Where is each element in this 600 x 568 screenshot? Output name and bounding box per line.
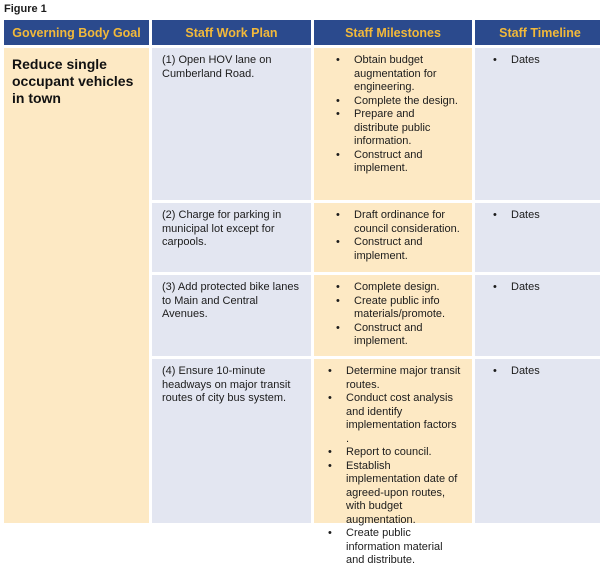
milestones-cell-1 [314,48,472,200]
goal-plan-table [4,20,596,566]
figure-label: Figure 1 [4,3,47,15]
milestone-item: • Construct and implement. [332,149,462,176]
timeline-cell-2 [475,203,600,272]
timeline-cell-4 [475,359,600,523]
goal-cell: Reduce single occupant vehicles in town [4,48,149,523]
timeline-item: • Dates [489,365,595,379]
milestone-item: • Determine major transit routes. [324,365,462,392]
header-governing-body-goal: Governing Body Goal [4,20,149,45]
header-staff-timeline: Staff Timeline [475,20,600,45]
milestone-item: • Draft ordinance for council consideration. [332,209,462,236]
timeline-item: • Dates [489,281,595,295]
milestone-item: • Create public information material and distribute. [324,527,462,568]
header-staff-milestones: Staff Milestones [314,20,472,45]
timeline-item: • Dates [489,54,595,68]
milestones-cell-4 [314,359,472,566]
milestone-list-3 [332,281,462,349]
plan-cell-3: (3) Add protected bike lanes to Main and Central Avenues. [152,275,311,356]
timeline-cell-1 [475,48,600,200]
milestone-item: • Create public info materials/promote. [332,295,462,322]
plan-cell-4: (4) Ensure 10-minute headways on major transit routes of city bus system. [152,359,311,523]
milestones-cell-2 [314,203,472,272]
milestone-list-1 [332,54,462,176]
milestone-item: • Prepare and distribute public information. [332,108,462,149]
plan-cell-2: (2) Charge for parking in municipal lot except for carpools. [152,203,311,272]
milestone-item: • Obtain budget augmentation for engineering. [332,54,462,95]
timeline-cell-3 [475,275,600,356]
plan-cell-1: (1) Open HOV lane on Cumberland Road. [152,48,311,200]
milestone-item: • Construct and implement. [332,236,462,263]
milestone-item: • Establish implementation date of agreed-upon routes, with budget augmentation. [324,460,462,528]
milestone-item: • Conduct cost analysis and identify implementation factors . [324,392,462,446]
milestones-cell-3 [314,275,472,356]
milestone-item: • Complete the design. [332,95,462,109]
milestone-item: • Complete design. [332,281,462,295]
milestone-list-4 [324,365,462,568]
timeline-item: • Dates [489,209,595,223]
header-staff-work-plan: Staff Work Plan [152,20,311,45]
milestone-item: • Report to council. [324,446,462,460]
milestone-item: • Construct and implement. [332,322,462,349]
milestone-list-2 [332,209,462,263]
